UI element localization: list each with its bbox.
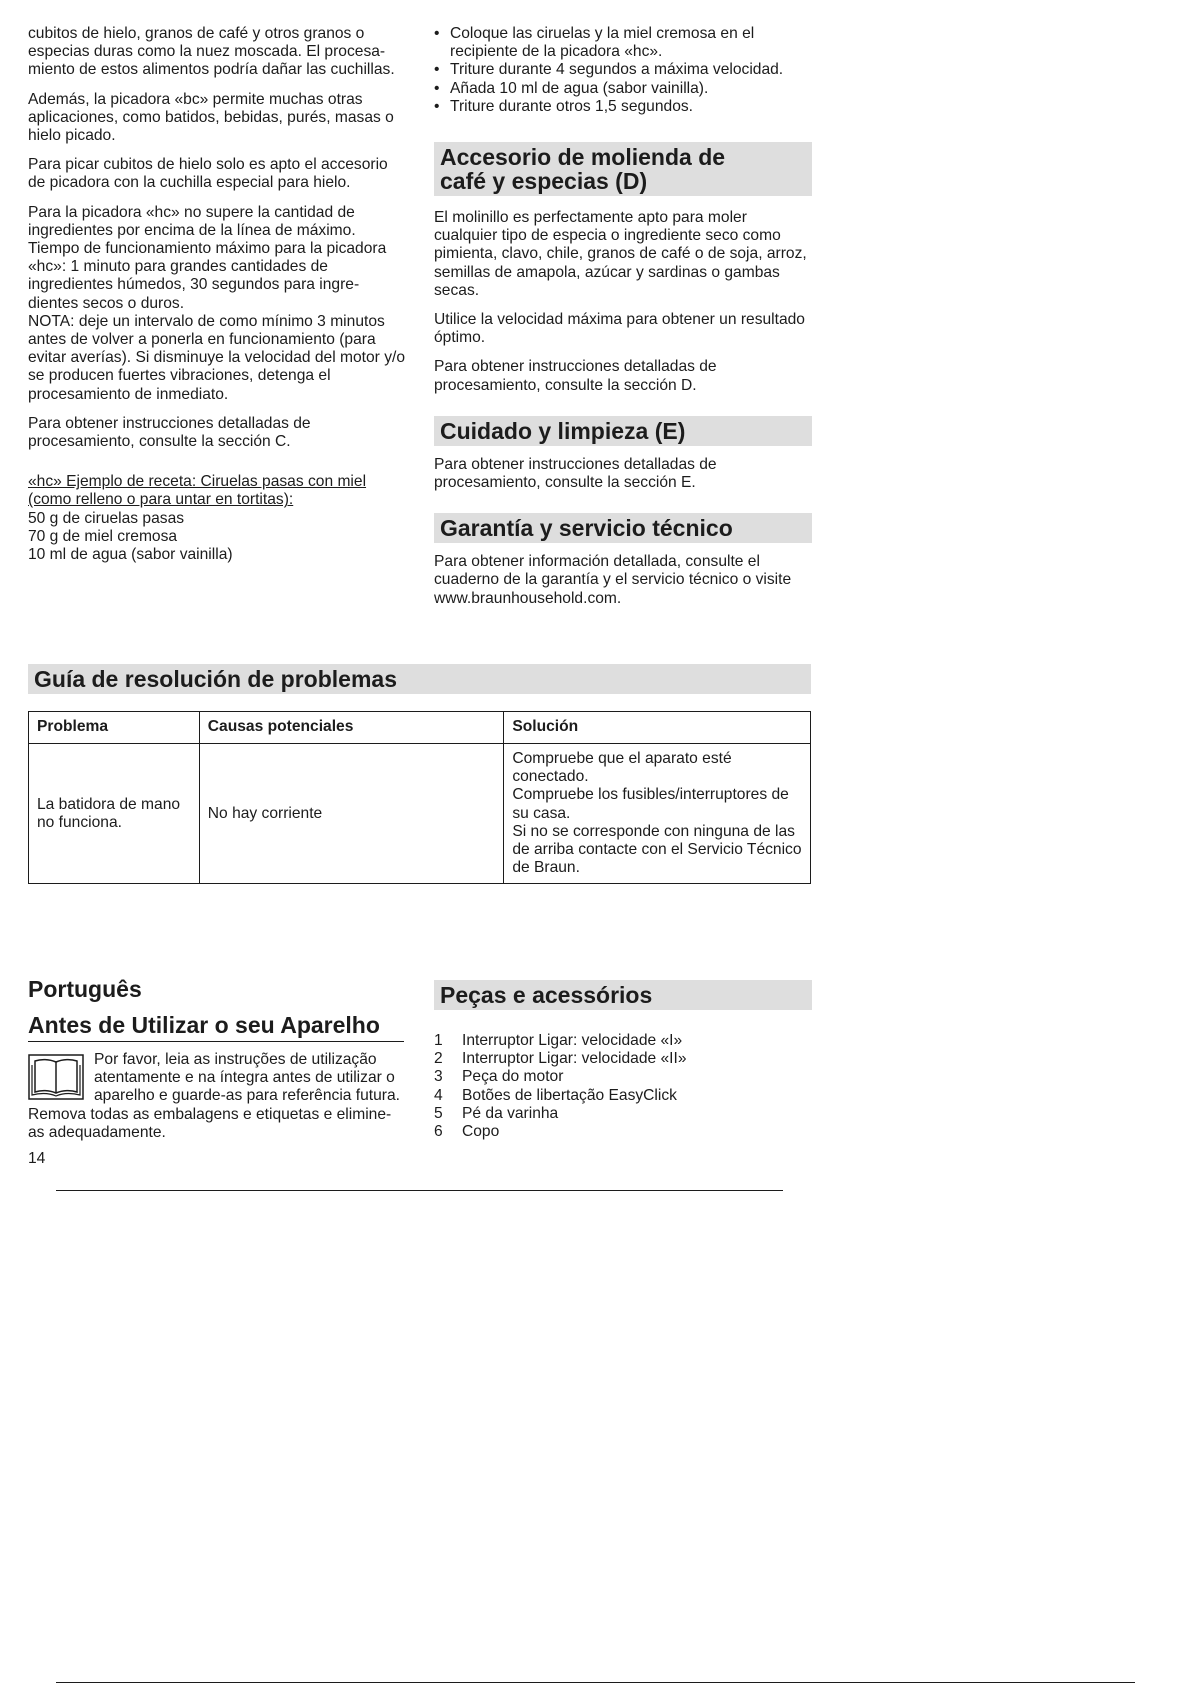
list-item: • Triture durante otros 1,5 segundos. [434, 98, 812, 116]
column-header: Causas potenciales [199, 712, 504, 744]
right-column [434, 25, 812, 608]
list-item: 2 Interruptor Ligar: velocidade «II» [434, 1050, 687, 1068]
paragraph-grinder: El molinillo es perfectamente apto para moler cualquier tipo de especia o ingrediente seco como pimienta, clavo, chile, granos de café o de soja, arroz, semillas de amapola, azúcar y sardinas o gambas secas. [434, 209, 807, 299]
troubleshooting-table [28, 711, 811, 884]
recipe-item: 50 g de ciruelas pasas [28, 509, 185, 527]
parts-list [434, 1032, 812, 1141]
list-item: 6 Copo [434, 1123, 500, 1141]
paragraph-applications: Además, la picadora «bc» permite muchas otras aplicaciones, como batidos, bebidas, purés, masas o hielo picado. [28, 90, 394, 145]
paragraph-max-speed: Utilice la velocidad máxima para obtener un resultado óptimo. [434, 311, 805, 347]
list-item: 4 Botões de libertação EasyClick [434, 1086, 677, 1104]
table-row [29, 744, 811, 884]
list-item: 5 Pé da varinha [434, 1104, 559, 1122]
column-header: Problema [29, 712, 200, 744]
intro-paragraph: Por favor, leia as instruções de utilização atentamente e na íntegra antes de utilizar o aparelho e guarde-as para referência futura. Remova todas as embalagens e etiquetas e elimine-as adequadamente. [28, 1051, 401, 1141]
paragraph-hard-foods: cubitos de hielo, granos de café y otros granos o especias duras como la nuez moscada. El procesa-miento de estos alimentos podría dañar las cuchillas. [28, 25, 395, 79]
cell-problem: La batidora de mano no funciona. [29, 744, 200, 884]
page-number: 14 [28, 1150, 46, 1167]
list-item: • Coloque las ciruelas y la miel cremosa en el recipiente de la picadora «hc». [434, 25, 812, 61]
paragraph-ice: Para picar cubitos de hielo solo es apto el accesorio de picadora con la cuchilla especial para hielo. [28, 156, 388, 192]
divider-line [56, 1190, 783, 1191]
paragraph-section-e: Para obtener instrucciones detalladas de procesamiento, consulte la sección E. [434, 455, 717, 492]
paragraph-section-c: Para obtener instrucciones detalladas de procesamiento, consulte la sección C. [28, 414, 311, 451]
list-item: 3 Peça do motor [434, 1068, 564, 1086]
table-header-row [29, 712, 811, 744]
section-heading-cleaning: Cuidado y limpieza (E) [434, 416, 812, 446]
paragraph-warranty: Para obtener información detallada, consulte el cuaderno de la garantía y el servicio técnico o visite www.braunhousehold.com. [434, 553, 792, 607]
section-heading-troubleshooting: Guía de resolución de problemas [28, 664, 811, 694]
list-item: • Triture durante 4 segundos a máxima velocidad. [434, 61, 812, 79]
paragraph-note: NOTA: deje un intervalo de como mínimo 3 minutos antes de volver a ponerla en funcionamiento (para evitar averías). Si disminuye la velocidad del motor y/o se producen fuertes vibraciones, detenga el procesamiento de inmediato. [28, 312, 406, 403]
list-item: 1 Interruptor Ligar: velocidade «I» [434, 1032, 683, 1049]
recipe-steps [434, 25, 812, 116]
bottom-divider-line [56, 1682, 1135, 1683]
column-header: Solución [504, 712, 811, 744]
list-item: • Añada 10 ml de agua (sabor vainilla). [434, 80, 812, 98]
cell-cause: No hay corriente [199, 744, 504, 884]
recipe-item: 10 ml de agua (sabor vainilla) [28, 546, 233, 564]
paragraph-section-d: Para obtener instrucciones detalladas de procesamiento, consulte la sección D. [434, 358, 717, 394]
recipe-subtitle: (como relleno o para untar en tortitas): [28, 491, 294, 509]
page-subtitle: Antes de Utilizar o seu Aparelho [28, 1011, 404, 1042]
section-heading-warranty: Garantía y servicio técnico [434, 513, 812, 543]
section-heading-parts: Peças e acessórios [434, 980, 812, 1010]
recipe-title: «hc» Ejemplo de receta: Ciruelas pasas con miel [28, 473, 367, 491]
language-title: Português [28, 976, 142, 1002]
section-heading-grinder: Accesorio de molienda de café y especias (D) [434, 142, 812, 196]
paragraph-max-line: Para la picadora «hc» no supere la cantidad de ingredientes por encima de la línea de máximo. Tiempo de funcionamiento máximo para la picadora «hc»: 1 minuto para grandes cantidades de ingredientes húmedos, 30 segundos para ingre-dientes secos o duros. [28, 203, 387, 312]
recipe-item: 70 g de miel cremosa [28, 527, 178, 545]
left-column [28, 25, 408, 564]
intro-block [28, 1051, 406, 1142]
cell-solution: Compruebe que el aparato esté conectado. Compruebe los fusibles/interruptores de su casa. Si no se corresponde con ninguna de las de arriba contacte con el Servicio Técnico de Braun. [504, 744, 811, 884]
